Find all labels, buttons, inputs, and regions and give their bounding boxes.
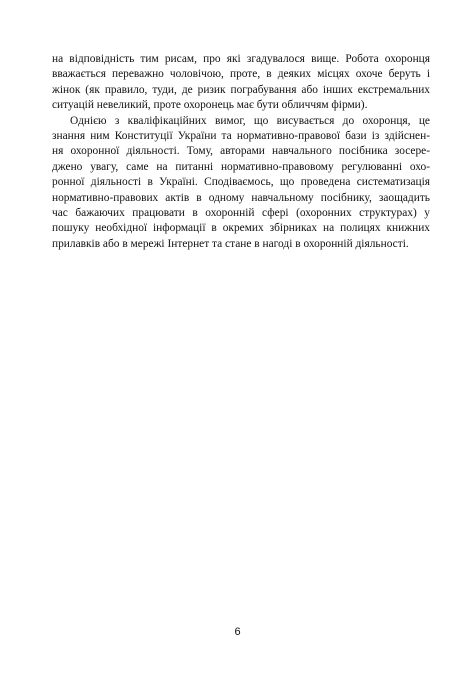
- text-line: час бажаючих працювати в охоронній сфері (охоронних структурах) у: [52, 207, 430, 220]
- text-line: жінок (як правило, туди, де ризик пограбування або інших екстремальних: [52, 83, 430, 96]
- text-line: пошуку необхідної інформації в окремих збірниках на полицях книжних: [52, 222, 430, 235]
- text-line: ситуацій невеликий, проте охоронець має бути обличчям фірми).: [52, 99, 368, 112]
- text-line: джено увагу, саме на питанні нормативно-правовому регулюванні охо-: [52, 160, 430, 173]
- text-line: Однією з кваліфікаційних вимог, що висувається до охоронця, це: [70, 114, 430, 127]
- text-line: ронної діяльності в Україні. Сподіваємось, що проведена систематизація: [52, 176, 430, 189]
- page-number: 6: [234, 626, 241, 638]
- text-line: нормативно-правових актів в одному навчальному посібнику, заощадить: [52, 191, 430, 204]
- paragraph-1: [52, 52, 430, 114]
- text-line: знання ним Конституції України та нормативно-правової бази із здійснен-: [52, 130, 430, 143]
- text-line: вважається переважно чоловічою, проте, в деяких місцях охоче беруть і: [52, 68, 430, 81]
- text-line: на відповідність тим рисам, про які згадувалося вище. Робота охоронця: [52, 53, 430, 65]
- body-text: [52, 52, 430, 252]
- text-line: ня охоронної діяльності. Тому, авторами навчального посібника зосере-: [52, 145, 430, 158]
- text-line: прилавків або в мережі Інтернет та стане в нагоді в охоронній діяльності.: [52, 237, 409, 250]
- paragraph-2: [52, 114, 430, 253]
